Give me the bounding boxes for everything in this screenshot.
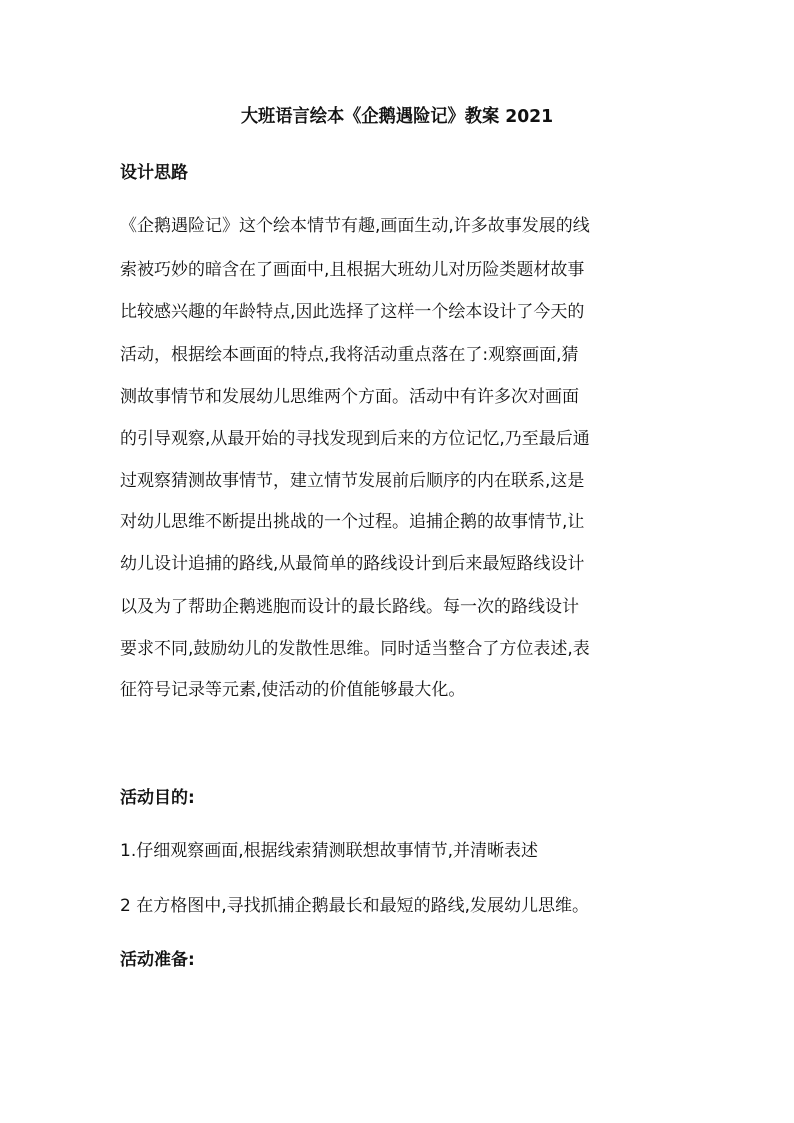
section-heading-design: 设计思路 (120, 163, 188, 183)
goal-item: 2 在方格图中,寻找抓捕企鹅最长和最短的路线,发展幼儿思维。 (120, 896, 590, 916)
paragraph-line: 的引导观察,从最开始的寻找发现到后来的方位记忆,乃至最后通 (120, 429, 590, 449)
paragraph-line: 活动，根据绘本画面的特点,我将活动重点落在了:观察画面,猜 (120, 345, 579, 365)
paragraph-line: 要求不同,鼓励幼儿的发散性思维。同时适当整合了方位表述,表 (120, 639, 590, 659)
paragraph-line: 过观察猜测故事情节，建立情节发展前后顺序的内在联系,这是 (120, 471, 585, 491)
section-heading-goals: 活动目的: (120, 788, 195, 808)
paragraph-line: 索被巧妙的暗含在了画面中,且根据大班幼儿对历险类题材故事 (120, 260, 585, 280)
paragraph-line: 征符号记录等元素,使活动的价值能够最大化。 (120, 680, 466, 700)
paragraph-line: 以及为了帮助企鹅逃胞而设计的最长路线。每一次的路线设计 (120, 597, 579, 617)
paragraph-line: 比较感兴趣的年龄特点,因此选择了这样一个绘本设计了今天的 (120, 302, 585, 322)
paragraph-line: 测故事情节和发展幼儿思维两个方面。活动中有许多次对画面 (120, 387, 579, 407)
paragraph-line: 对幼儿思维不断提出挑战的一个过程。追捕企鹅的故事情节,让 (120, 512, 585, 532)
paragraph-line: 《企鹅遇险记》这个绘本情节有趣,画面生动,许多故事发展的线 (120, 216, 590, 236)
section-heading-prep: 活动准备: (120, 950, 195, 970)
goal-item: 1.仔细观察画面,根据线索猜测联想故事情节,并清晰表述 (120, 841, 539, 861)
paragraph-line: 幼儿设计追捕的路线,从最简单的路线设计到后来最短路线设计 (120, 554, 585, 574)
document-title: 大班语言绘本《企鹅遇险记》教案 2021 (240, 106, 554, 127)
